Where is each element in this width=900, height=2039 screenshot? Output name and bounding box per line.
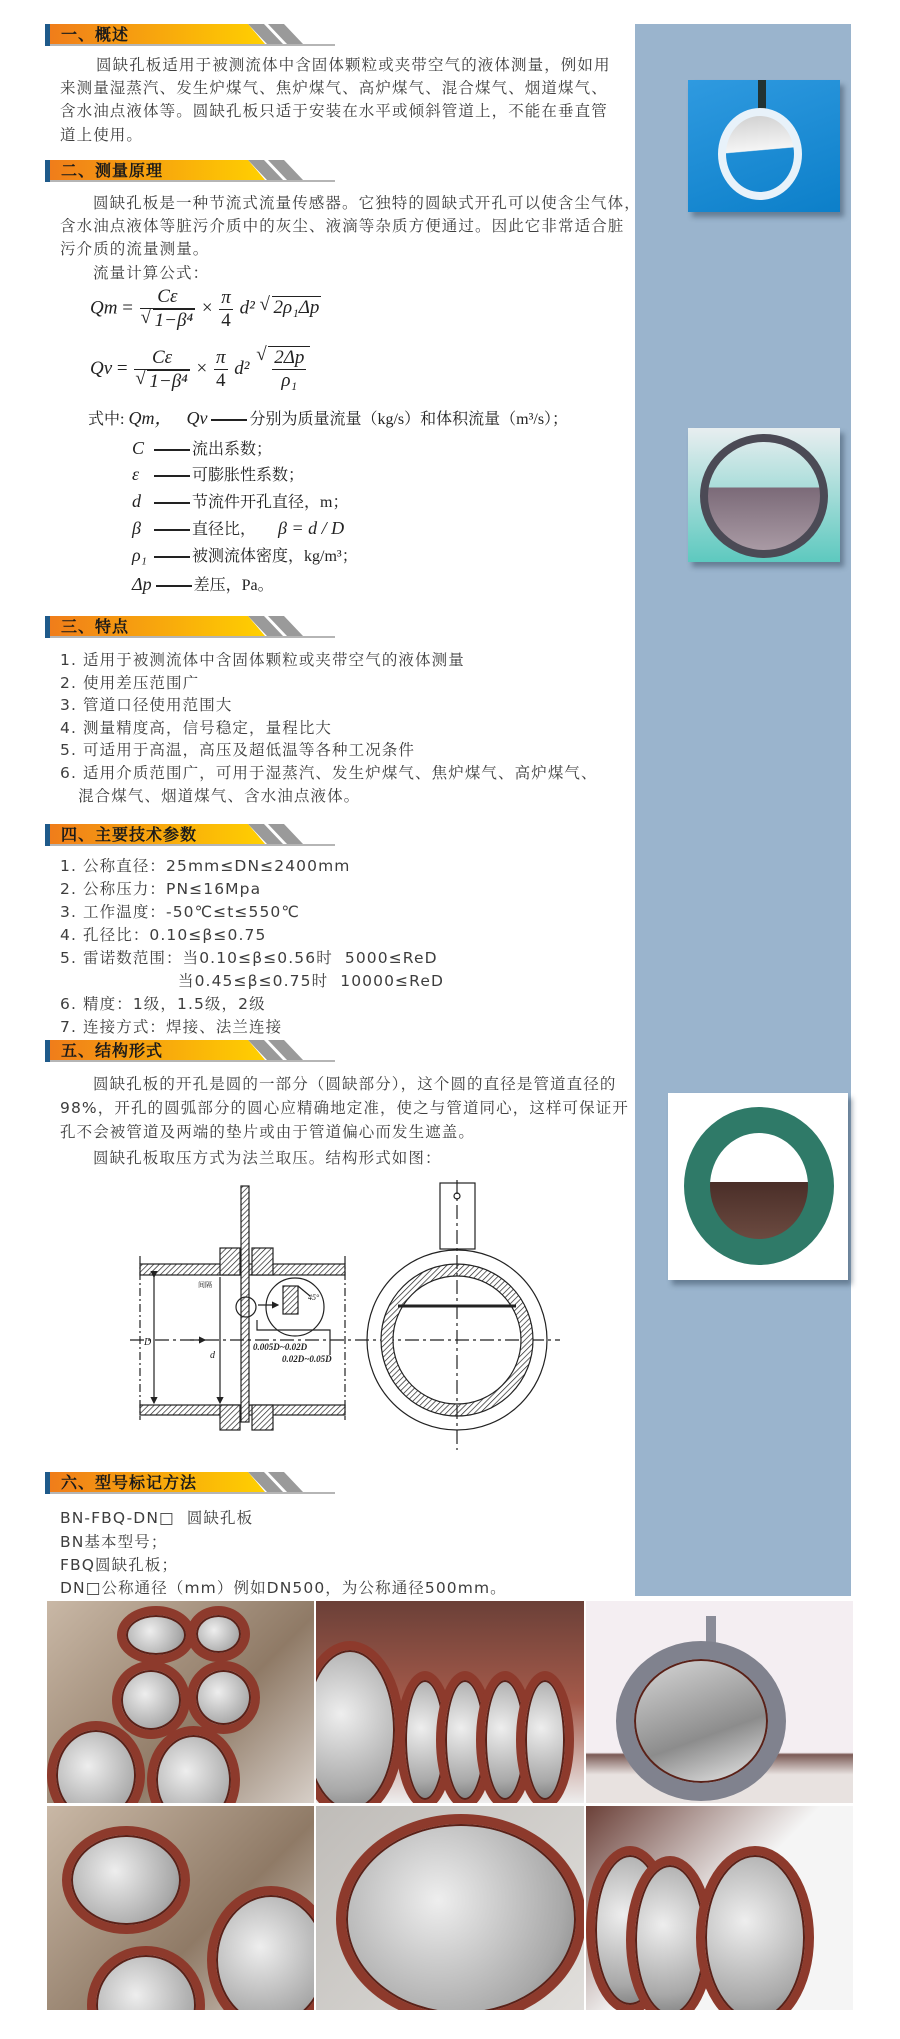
parameter-item: 6. 精度：1级，1.5级，2级 bbox=[60, 995, 266, 1013]
legend-description: 直径比， bbox=[192, 521, 257, 538]
diagram-label-d: d bbox=[210, 1350, 215, 1361]
gallery-photo-5 bbox=[316, 1806, 584, 2010]
legend-description: 可膨胀性系数； bbox=[192, 467, 305, 484]
model-code-line: BN基本型号； bbox=[60, 1533, 168, 1551]
fraction-denominator: √ 1−β⁴ bbox=[153, 309, 195, 332]
fraction-denominator: 4 bbox=[216, 370, 226, 391]
legend-symbol: d bbox=[132, 491, 141, 511]
legend-description: 差压，Pa。 bbox=[193, 577, 274, 594]
where-symbol: Qv bbox=[186, 408, 208, 428]
gallery-photo-3 bbox=[586, 1601, 853, 1803]
section-title: 三、特点 bbox=[61, 617, 130, 636]
overview-text: 道上使用。 bbox=[60, 126, 144, 144]
fraction-numerator: √ 2Δp bbox=[274, 347, 305, 368]
legend-item bbox=[132, 544, 358, 568]
section-header-structure bbox=[45, 1040, 335, 1062]
section-title: 一、概述 bbox=[61, 25, 130, 44]
principle-text: 污介质的流量测量。 bbox=[60, 240, 210, 258]
formula-equals: = bbox=[122, 297, 133, 319]
parameter-item: 3. 工作温度：-50℃≤t≤550℃ bbox=[60, 903, 300, 921]
feature-item: 3. 管道口径使用范围大 bbox=[60, 696, 233, 714]
structure-text: 孔不会被管道及两端的垫片或由于管道偏心而发生遮盖。 bbox=[60, 1123, 476, 1141]
section-title: 四、主要技术参数 bbox=[61, 825, 198, 844]
formula-times: × bbox=[201, 297, 213, 319]
formula-where-line bbox=[88, 407, 568, 431]
feature-item: 1. 适用于被测流体中含固体颗粒或夹带空气的液体测量 bbox=[60, 651, 465, 669]
feature-item: 2. 使用差压范围广 bbox=[60, 674, 200, 692]
formula-lhs: Qm bbox=[90, 297, 118, 319]
fraction-numerator: π bbox=[215, 347, 226, 368]
dash bbox=[211, 419, 247, 421]
model-code-line: BN-FBQ-DN□ 圆缺孔板 bbox=[60, 1509, 254, 1527]
principle-text: 含水油点液体等脏污介质中的灰尘、液滴等杂质方便通过。因此它非常适合脏 bbox=[60, 217, 625, 235]
overview-text: 来测量湿蒸汽、发生炉煤气、焦炉煤气、高炉煤气、混合煤气、烟道煤气、 bbox=[60, 79, 608, 97]
formula-equals: = bbox=[116, 357, 128, 379]
flange-bottom-right bbox=[252, 1405, 273, 1430]
dash bbox=[154, 502, 190, 504]
model-code-line: DN□公称通径（mm）例如DN500，为公称通径500mm。 bbox=[60, 1579, 507, 1597]
section-header-parameters bbox=[45, 824, 335, 846]
section-header-overview bbox=[45, 24, 335, 46]
where-symbol: Qm， bbox=[128, 408, 173, 428]
parameter-item: 4. 孔径比：0.10≤β≤0.75 bbox=[60, 926, 267, 944]
legend-item bbox=[132, 437, 272, 461]
legend-item bbox=[132, 463, 304, 487]
legend-description: 流出系数； bbox=[192, 441, 273, 458]
product-photo-blue bbox=[688, 80, 840, 212]
gallery-photo-2 bbox=[316, 1601, 584, 1803]
section-header-features bbox=[45, 616, 335, 638]
sidebar-panel bbox=[635, 24, 851, 1596]
section-title: 五、结构形式 bbox=[61, 1041, 164, 1060]
formula-mass-flow bbox=[90, 286, 321, 332]
structure-text: 98%，开孔的圆弧部分的圆心应精确地定准，使之与管道同心，这样可保证开 bbox=[60, 1099, 629, 1117]
fraction-numerator: π bbox=[221, 286, 231, 308]
principle-text: 圆缺孔板是一种节流式流量传感器。它独特的圆缺式开孔可以使含尘气体， bbox=[93, 194, 641, 212]
product-photo-green bbox=[668, 1093, 848, 1280]
formula-fraction bbox=[134, 347, 189, 393]
dash bbox=[154, 475, 190, 477]
formula-times: × bbox=[196, 357, 208, 379]
diagram-angle: 45° bbox=[308, 1293, 320, 1302]
fraction-denominator: 4 bbox=[221, 309, 231, 331]
formula-root bbox=[268, 346, 310, 392]
section-header-principle bbox=[45, 160, 335, 182]
fraction-denominator: ρ₁ bbox=[281, 370, 298, 391]
parameter-item: 5. 雷诺数范围：当0.10≤β≤0.56时 5000≤ReD bbox=[60, 949, 438, 967]
feature-item: 6. 适用介质范围广，可用于湿蒸汽、发生炉煤气、焦炉煤气、高炉煤气、 bbox=[60, 764, 598, 782]
formula-pi-fraction bbox=[219, 287, 233, 332]
formula-fraction bbox=[140, 286, 195, 332]
fraction-denominator: √ 1−β⁴ bbox=[147, 370, 189, 393]
legend-formula: β = d / D bbox=[278, 518, 345, 538]
model-code-line: FBQ圆缺孔板； bbox=[60, 1556, 179, 1574]
gallery-photo-6 bbox=[586, 1806, 853, 2010]
overview-text: 圆缺孔板适用于被测流体中含固体颗粒或夹带空气的液体测量，例如用 bbox=[96, 56, 611, 74]
fraction-numerator: Cε bbox=[140, 286, 195, 309]
dash bbox=[156, 585, 192, 587]
gallery-photo-4 bbox=[47, 1806, 314, 2010]
parameter-item: 2. 公称压力：PN≤16Mpa bbox=[60, 880, 262, 898]
section-title: 六、型号标记方法 bbox=[61, 1473, 198, 1492]
feature-item: 4. 测量精度高，信号稳定，量程比大 bbox=[60, 719, 333, 737]
section-title: 二、测量原理 bbox=[61, 161, 164, 180]
section-header-model-code bbox=[45, 1472, 335, 1494]
fraction-numerator: Cε bbox=[134, 347, 189, 370]
dash bbox=[154, 449, 190, 451]
legend-description: 节流件开孔直径，m； bbox=[192, 494, 349, 511]
parameter-item: 7. 连接方式：焊接、法兰连接 bbox=[60, 1018, 283, 1036]
parameter-item: 当0.45≤β≤0.75时 10000≤ReD bbox=[178, 972, 444, 990]
legend-item bbox=[132, 517, 344, 541]
flange-top-right bbox=[252, 1248, 273, 1275]
dash bbox=[154, 529, 190, 531]
legend-symbol: ρ₁ bbox=[132, 545, 147, 565]
formula-root: √ 2ρ₁Δp bbox=[272, 296, 322, 319]
formula-d-squared: d² bbox=[234, 357, 250, 379]
feature-item: 混合煤气、烟道煤气、含水油点液体。 bbox=[60, 787, 361, 805]
structure-diagram bbox=[130, 1180, 590, 1450]
formula-pi-fraction bbox=[214, 347, 228, 392]
structure-text: 圆缺孔板取压方式为法兰取压。结构形式如图： bbox=[93, 1149, 442, 1167]
legend-symbol: C bbox=[132, 438, 145, 458]
parameter-item: 1. 公称直径：25mm≤DN≤2400mm bbox=[60, 857, 351, 875]
legend-item bbox=[132, 490, 348, 514]
where-label: 式中: bbox=[88, 411, 125, 428]
legend-symbol: ε bbox=[132, 464, 140, 484]
overview-text: 含水油点液体等。圆缺孔板只适于安装在水平或倾斜管道上，不能在垂直管 bbox=[60, 102, 608, 120]
diagram-dim-1: 0.005D~0.02D bbox=[253, 1342, 308, 1352]
gallery-photo-1 bbox=[47, 1601, 314, 1803]
product-photo-grey bbox=[688, 428, 840, 562]
orifice-plate bbox=[241, 1186, 249, 1422]
diagram-dim-2: 0.02D~0.05D bbox=[282, 1354, 332, 1364]
feature-item: 5. 可适用于高温，高压及超低温等各种工况条件 bbox=[60, 741, 416, 759]
diagram-gap-label: 间隔 bbox=[198, 1281, 212, 1289]
dash bbox=[154, 556, 190, 558]
formula-volume-flow bbox=[90, 346, 310, 393]
formula-lhs: Qv bbox=[90, 357, 113, 379]
diagram-label-D: D bbox=[144, 1337, 152, 1348]
formula-d-squared: d² bbox=[239, 297, 255, 319]
where-description: 分别为质量流量（kg/s）和体积流量（m³/s）； bbox=[249, 411, 569, 428]
legend-symbol: β bbox=[132, 518, 141, 538]
formula-label: 流量计算公式： bbox=[93, 264, 210, 282]
legend-symbol: Δp bbox=[132, 574, 152, 594]
flange-bottom-left bbox=[220, 1405, 240, 1430]
structure-text: 圆缺孔板的开孔是圆的一部分（圆缺部分），这个圆的直径是管道直径的 bbox=[93, 1075, 617, 1093]
legend-description: 被测流体密度，kg/m³； bbox=[192, 548, 358, 565]
flange-top-left bbox=[220, 1248, 240, 1275]
legend-item bbox=[132, 573, 274, 597]
